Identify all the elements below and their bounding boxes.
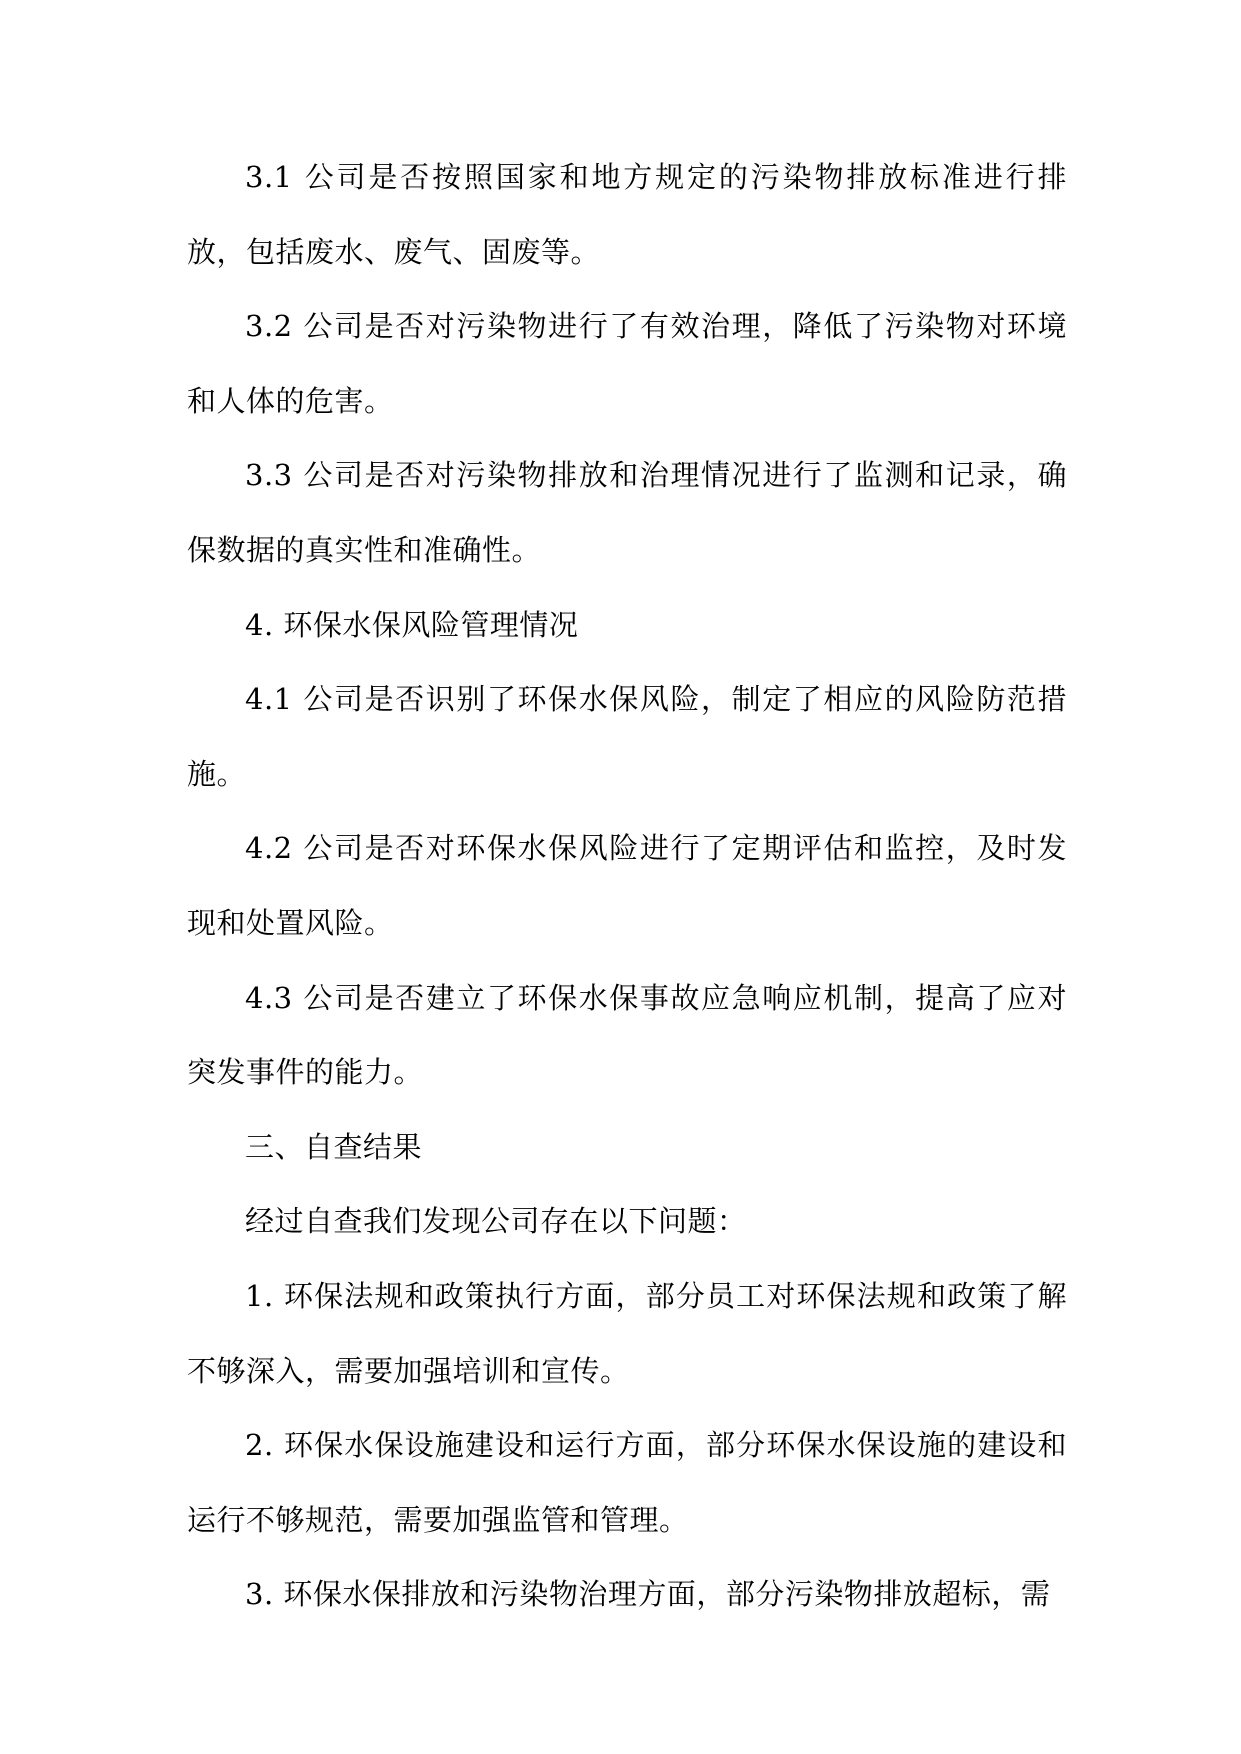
finding-item-3: 3. 环保水保排放和污染物治理方面，部分污染物排放超标，需 [245, 1577, 1051, 1612]
document-body [187, 140, 1067, 1632]
section-heading-4: 4. 环保水保风险管理情况 [245, 607, 579, 642]
paragraph-3-2: 3.2 公司是否对污染物进行了有效治理，降低了污染物对环境和人体的危害。 [187, 309, 1067, 418]
paragraph-4-3: 4.3 公司是否建立了环保水保事故应急响应机制，提高了应对突发事件的能力。 [187, 980, 1067, 1090]
paragraph-4-2: 4.2 公司是否对环保水保风险进行了定期评估和监控，及时发现和处置风险。 [187, 831, 1067, 940]
section-heading-self-check-results: 三、自查结果 [245, 1129, 423, 1164]
finding-item-2: 2. 环保水保设施建设和运行方面，部分环保水保设施的建设和运行不够规范，需要加强监管和管理。 [187, 1428, 1067, 1537]
paragraph-findings-intro: 经过自查我们发现公司存在以下问题： [245, 1204, 747, 1239]
paragraph-4-1: 4.1 公司是否识别了环保水保风险，制定了相应的风险防范措施。 [187, 682, 1067, 791]
paragraph-3-1: 3.1 公司是否按照国家和地方规定的污染物排放标准进行排放，包括废水、废气、固废等。 [187, 160, 1067, 269]
finding-item-1: 1. 环保法规和政策执行方面，部分员工对环保法规和政策了解不够深入，需要加强培训和宣传。 [187, 1278, 1067, 1388]
paragraph-3-3: 3.3 公司是否对污染物排放和治理情况进行了监测和记录，确保数据的真实性和准确性。 [187, 458, 1067, 567]
